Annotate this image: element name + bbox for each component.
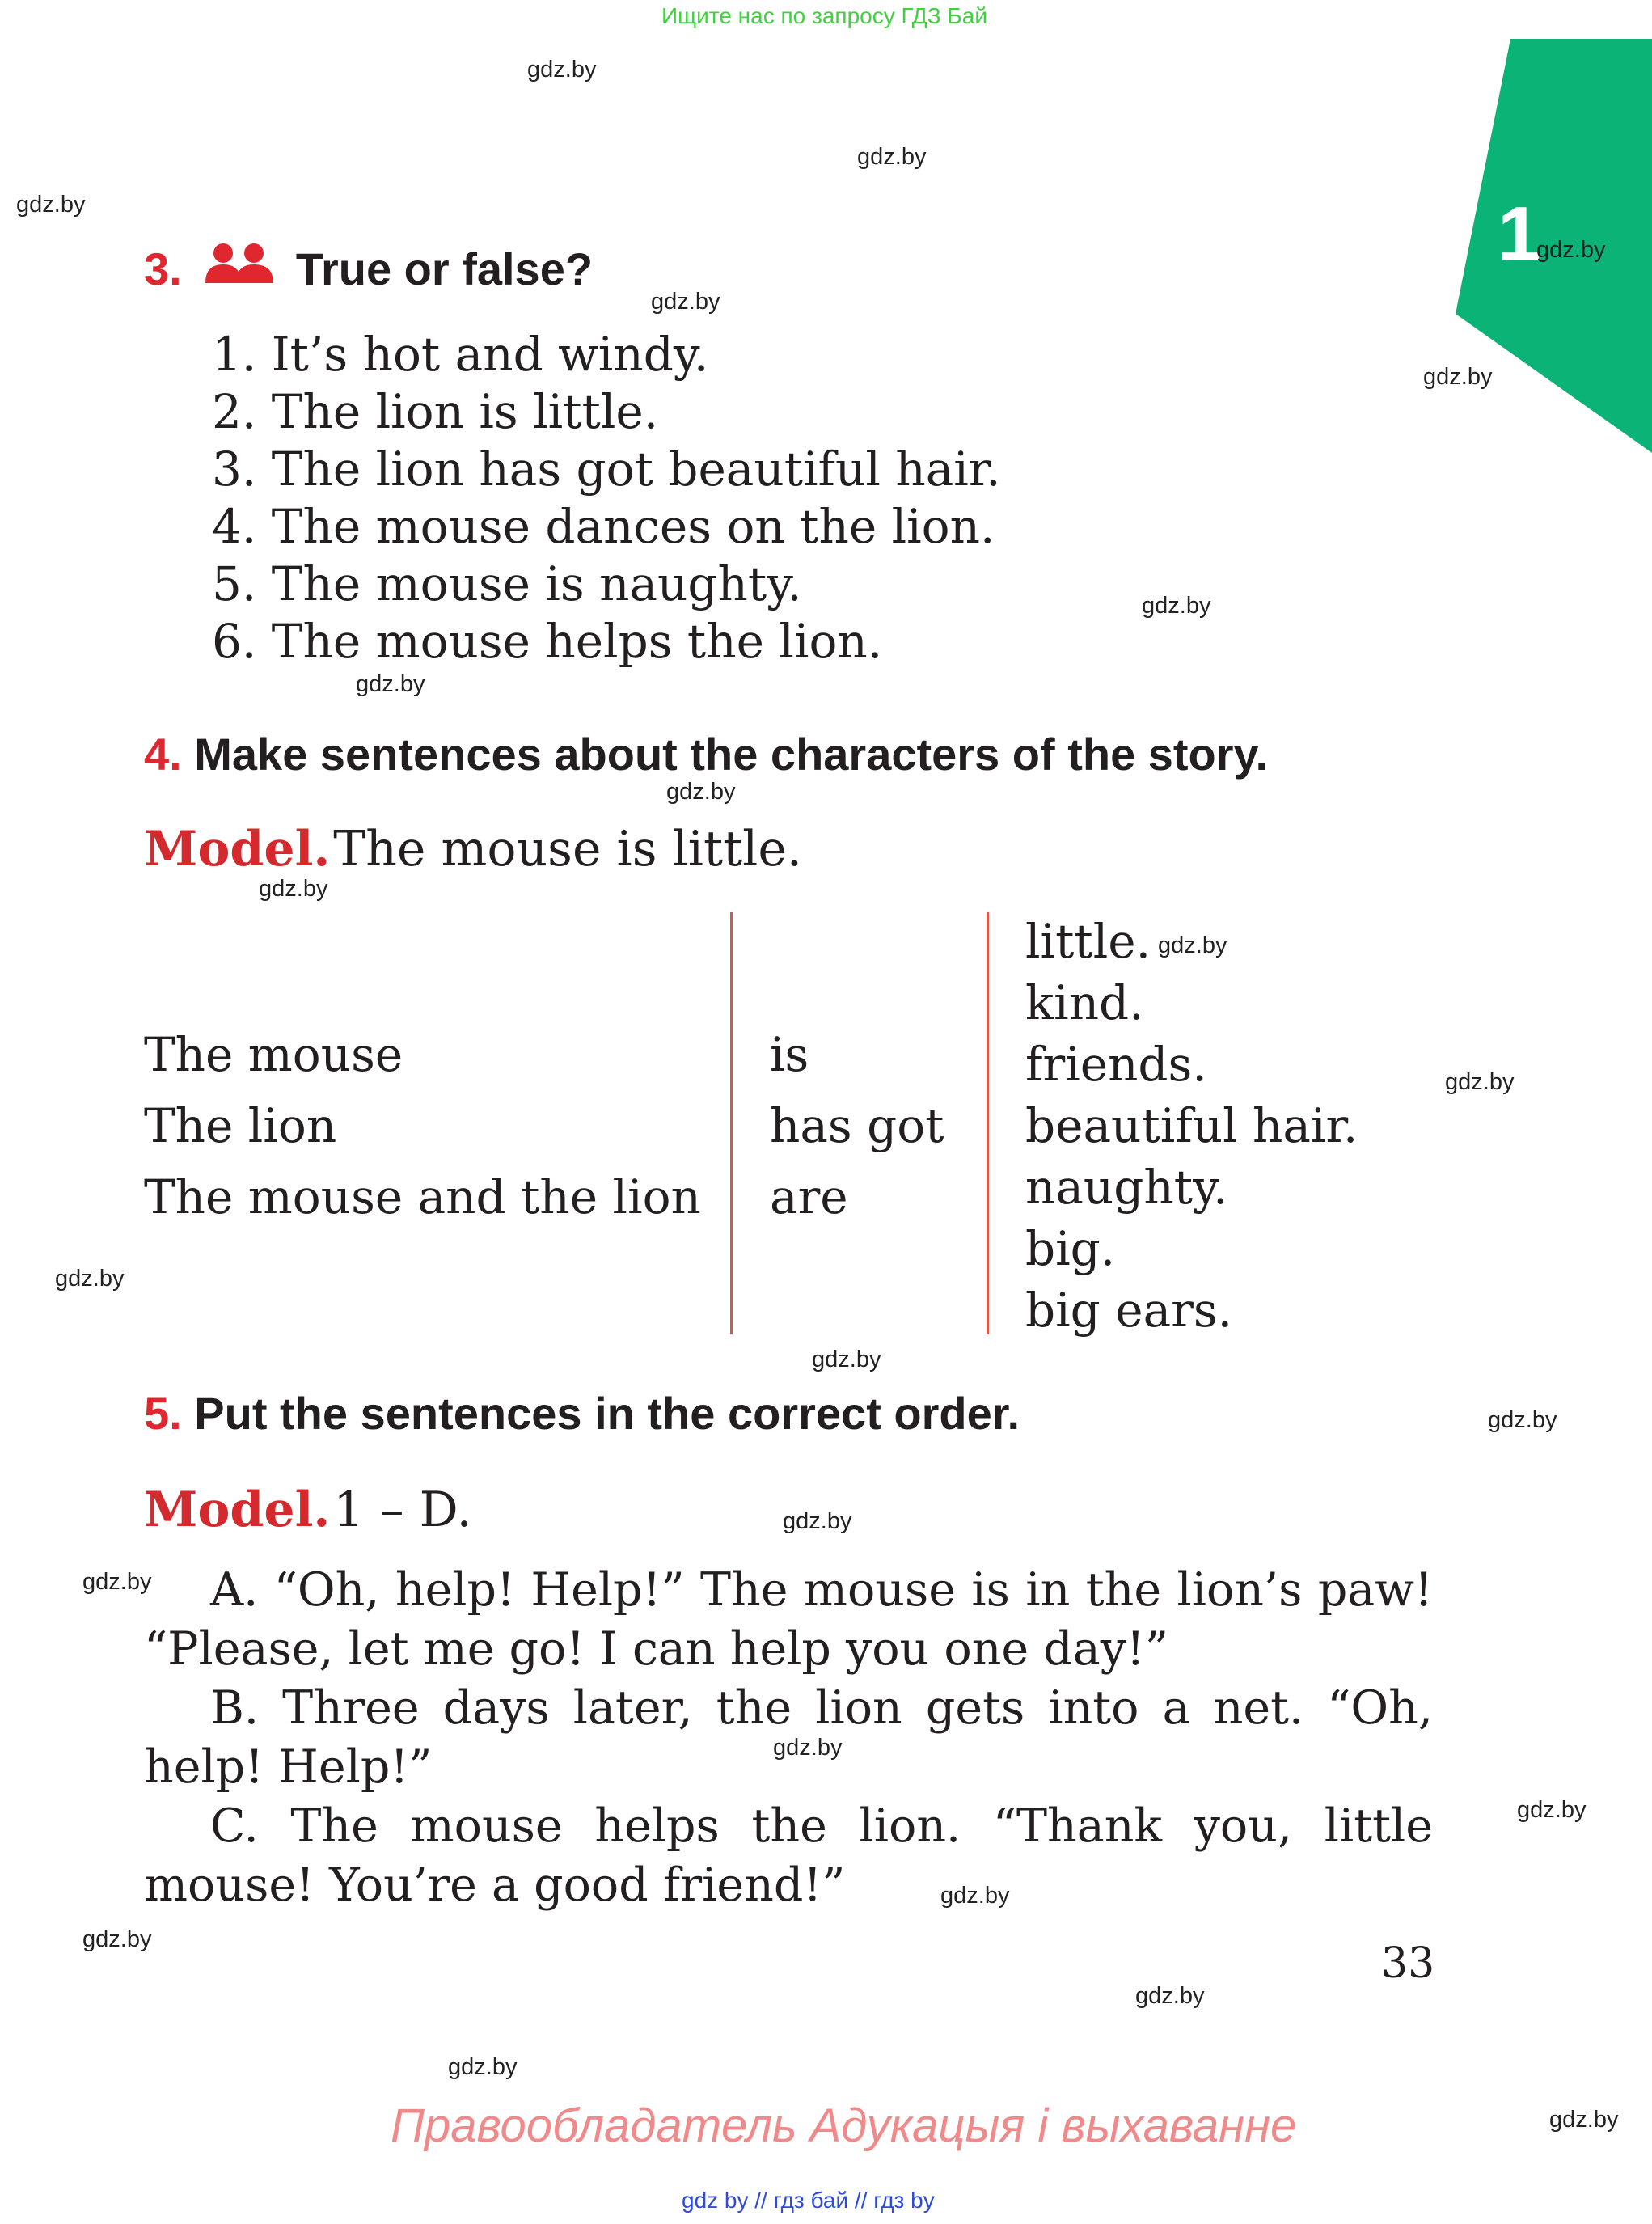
table-complement: friends.: [1025, 1037, 1207, 1092]
list-item: 5. The mouse is naughty.: [212, 556, 802, 611]
table-subject: The mouse and the lion: [144, 1169, 701, 1224]
watermark: gdz.by: [666, 779, 736, 805]
exercise-5-number: 5.: [144, 1388, 182, 1439]
exercise-5-title: Put the sentences in the correct order.: [194, 1388, 1020, 1439]
story-paragraph-a: A. “Oh, help! Help!” The mouse is in the lion’s paw! “Please, let me go! I can help you one day!”: [144, 1563, 1433, 1676]
exercise-4-title: Make sentences about the characters of the story.: [194, 729, 1269, 780]
watermark: gdz.by: [1488, 1407, 1557, 1433]
watermark: gdz.by: [812, 1347, 881, 1372]
table-complement: little.: [1025, 914, 1151, 969]
list-item: 4. The mouse dances on the lion.: [212, 499, 995, 554]
model-text: 1 – D.: [333, 1482, 472, 1538]
model-text: The mouse is little.: [333, 821, 802, 877]
watermark: gdz.by: [940, 1883, 1010, 1909]
copyright-line: Правообладатель Адукацыя і выхаванне: [391, 2099, 1297, 2152]
pair-people-icon: [204, 243, 275, 288]
list-item: 2. The lion is little.: [212, 384, 659, 439]
watermark: gdz.by: [16, 192, 86, 218]
bottom-links[interactable]: gdz by // гдз бай // гдз by: [682, 2188, 935, 2213]
chapter-number: 1: [1498, 191, 1541, 277]
watermark: gdz.by: [356, 671, 425, 697]
watermark: gdz.by: [1423, 364, 1493, 390]
table-complement: naughty.: [1025, 1160, 1228, 1215]
table-divider: [987, 912, 989, 1334]
exercise-3-number: 3.: [144, 243, 182, 294]
table-verb: is: [770, 1027, 809, 1082]
table-divider: [730, 912, 733, 1334]
table-verb: has got: [770, 1098, 944, 1153]
watermark: gdz.by: [773, 1735, 843, 1761]
table-complement: big ears.: [1025, 1283, 1233, 1338]
watermark: gdz.by: [1158, 932, 1227, 958]
top-search-note: Ищите нас по запросу ГДЗ Бай: [661, 3, 988, 28]
watermark: gdz.by: [1142, 593, 1211, 619]
watermark: gdz.by: [857, 144, 927, 170]
list-item: 1. It’s hot and windy.: [212, 327, 709, 382]
watermark: gdz.by: [1536, 237, 1606, 263]
exercise-4-model: [144, 821, 802, 877]
exercise-4-number: 4.: [144, 729, 182, 780]
watermark: gdz.by: [1517, 1797, 1587, 1823]
watermark: gdz.by: [448, 2054, 518, 2080]
exercise-4-heading: [144, 728, 1268, 780]
watermark: gdz.by: [1135, 1983, 1205, 2009]
watermark: gdz.by: [783, 1508, 852, 1534]
watermark: gdz.by: [527, 57, 597, 82]
list-item: 3. The lion has got beautiful hair.: [212, 442, 1001, 497]
table-complement: kind.: [1025, 975, 1144, 1030]
story-paragraph-b: B. Three days later, the lion gets into a net. “Oh, help! Help!”: [144, 1681, 1433, 1794]
table-subject: The mouse: [144, 1027, 403, 1082]
watermark: gdz.by: [1445, 1069, 1515, 1095]
story-paragraph-c: C. The mouse helps the lion. “Thank you, little mouse! You’re a good friend!”: [144, 1799, 1433, 1912]
table-complement: big.: [1025, 1221, 1116, 1276]
table-verb: are: [770, 1169, 848, 1224]
watermark: gdz.by: [82, 1926, 152, 1952]
exercise-5-heading: [144, 1387, 1020, 1440]
list-item: 6. The mouse helps the lion.: [212, 614, 883, 669]
watermark: gdz.by: [55, 1266, 125, 1292]
exercise-3-title: True or false?: [295, 243, 594, 294]
model-label: Model.: [144, 821, 331, 877]
exercise-3-heading: [144, 243, 593, 295]
watermark: gdz.by: [259, 876, 328, 902]
table-subject: The lion: [144, 1098, 337, 1153]
exercise-5-model: [144, 1482, 472, 1538]
table-complement: beautiful hair.: [1025, 1098, 1358, 1153]
watermark: gdz.by: [82, 1569, 152, 1595]
watermark: gdz.by: [651, 289, 720, 315]
watermark: gdz.by: [1549, 2107, 1619, 2133]
page-number: 33: [1381, 1939, 1435, 1988]
model-label: Model.: [144, 1482, 331, 1538]
